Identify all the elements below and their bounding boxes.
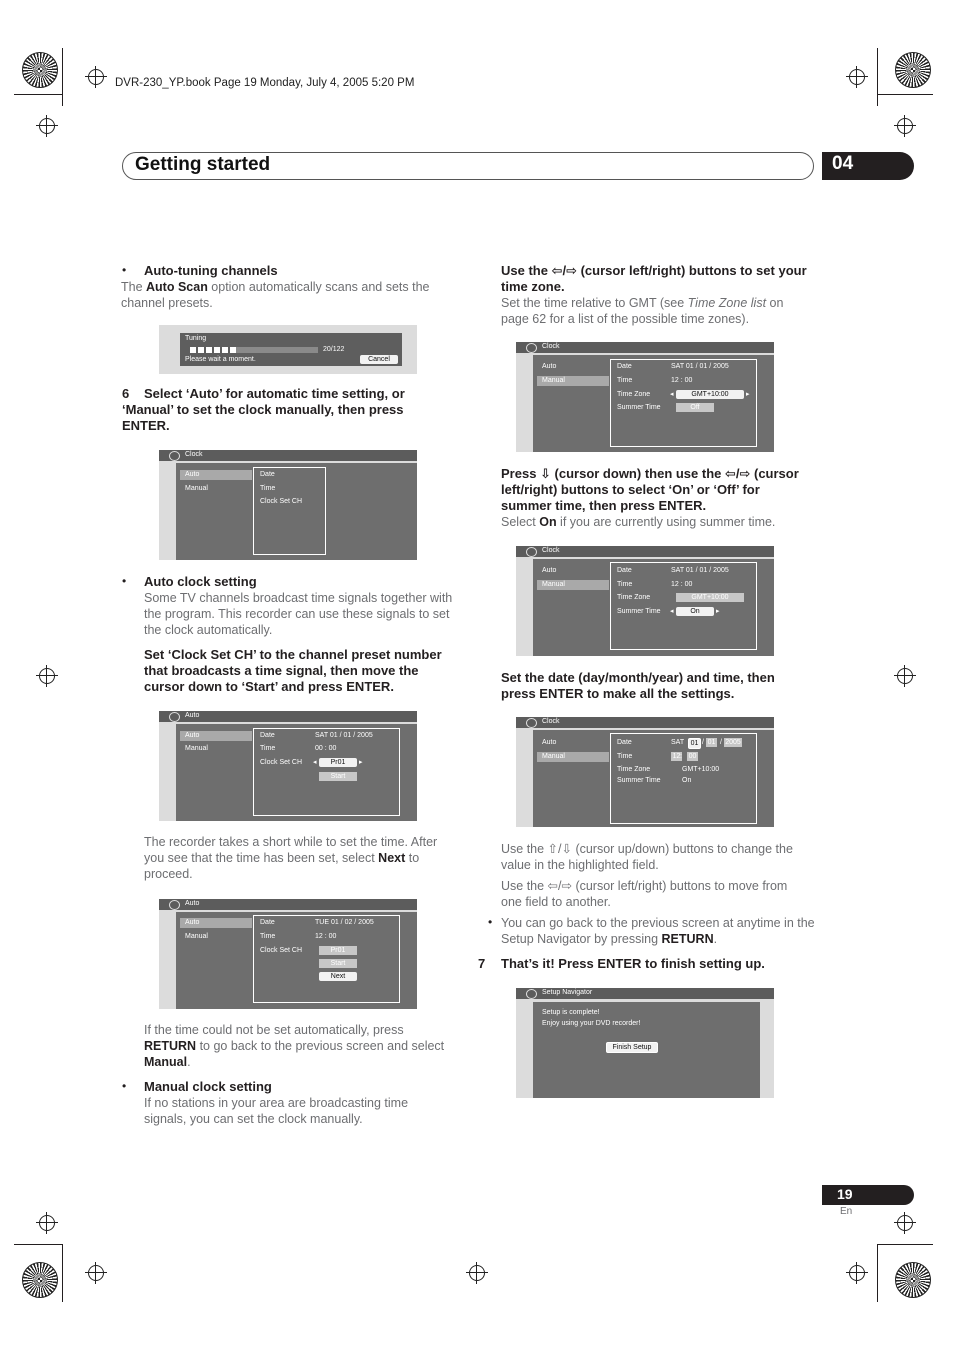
field-time: Time	[617, 581, 633, 588]
date-value: SAT 01 / 01 / 2005	[315, 732, 373, 739]
menu-manual[interactable]: Manual	[542, 581, 565, 588]
setup-navigator-screen	[516, 988, 774, 1098]
setup-icon	[169, 451, 180, 461]
day-value: SAT	[671, 739, 685, 746]
leftright-text: Use the ⇦/⇨ (cursor left/right) buttons to move from one field to another.	[501, 879, 788, 909]
date-separator: /	[720, 739, 722, 746]
chevron-left-icon: ◂	[670, 391, 674, 398]
field-clock-set-ch: Clock Set CH	[260, 947, 303, 954]
back-text: You can go back to the previous screen at anytime in the Setup Navigator by pressing RETURN.	[501, 916, 815, 946]
menu-auto[interactable]: Auto	[542, 363, 557, 370]
crop-mark	[14, 1244, 62, 1245]
field-date: Date	[260, 732, 275, 739]
screen-title: Auto	[185, 900, 200, 907]
field-time: Time	[260, 933, 276, 940]
menu-auto[interactable]: Auto	[185, 919, 200, 926]
tuning-progress-fill	[190, 347, 236, 353]
time-value: 12 : 00	[671, 581, 693, 588]
complete-message: Setup is complete!	[542, 1009, 600, 1016]
summer-heading: Press ⇩ (cursor down) then use the ⇦/⇨ (cursor left/right) buttons to select ‘On’ or ‘Off’ for summer time, then press ENTER.	[501, 466, 799, 513]
registration-burst-icon	[895, 52, 931, 88]
screen-title: Clock	[542, 547, 560, 554]
chevron-left-icon: ◂	[670, 608, 674, 615]
field-time-zone: Time Zone	[617, 391, 651, 398]
crosshair-icon	[469, 1265, 485, 1281]
field-summer-time: Summer Time	[617, 404, 661, 411]
finish-setup-button[interactable]: Finish Setup	[606, 1042, 658, 1053]
clock-screen-date	[516, 717, 774, 827]
chevron-right-icon: ▸	[716, 608, 720, 615]
chapter-tab	[822, 152, 914, 180]
field-time-zone: Time Zone	[617, 766, 651, 773]
recorder-text: The recorder takes a short while to set the time. After you see that the time has been set, select Next to proceed.	[144, 835, 438, 881]
manual-clock-text: If no stations in your area are broadcasting time signals, you can set the clock manually.	[144, 1096, 409, 1126]
chevron-right-icon: ▸	[746, 391, 750, 398]
field-time: Time	[260, 745, 276, 752]
field-date: Date	[617, 363, 632, 370]
field-clock-set-ch: Clock Set CH	[260, 759, 303, 766]
setup-icon	[169, 900, 180, 910]
time-value: 12 : 00	[315, 933, 337, 940]
menu-auto[interactable]: Auto	[185, 471, 200, 478]
field-time: Time	[617, 377, 633, 384]
crosshair-icon	[849, 69, 865, 85]
day-field[interactable]: 01	[688, 738, 701, 749]
menu-manual[interactable]: Manual	[185, 745, 208, 752]
channel-selector[interactable]: Pr01	[319, 758, 357, 767]
tuning-progress-bar	[190, 347, 318, 353]
time-zone-value: GMT+10:00	[682, 766, 720, 773]
crosshair-icon	[849, 1265, 865, 1281]
field-date: Date	[617, 567, 632, 574]
time-value: 12 : 00	[671, 377, 693, 384]
summer-text: Select On if you are currently using summer time.	[501, 515, 776, 529]
setup-icon	[169, 712, 180, 722]
time-separator: :	[680, 753, 682, 760]
timezone-heading: Use the ⇦/⇨ (cursor left/right) buttons to set your time zone.	[501, 263, 807, 294]
book-line: DVR-230_YP.book Page 19 Monday, July 4, 2005 5:20 PM	[115, 77, 415, 89]
bullet: •	[488, 915, 493, 929]
crosshair-icon	[39, 668, 55, 684]
crop-mark	[877, 94, 933, 95]
auto-tuning-heading: Auto-tuning channels	[144, 263, 278, 278]
clock-screen-timezone	[516, 342, 774, 452]
date-separator: /	[702, 739, 704, 746]
step7-number: 7	[478, 956, 486, 971]
auto-tuning-text: The Auto Scan option automatically scans and sets the channel presets.	[121, 280, 430, 310]
field-summer-time: Summer Time	[617, 608, 661, 615]
crop-mark	[877, 1244, 933, 1245]
step6-number: 6	[122, 386, 130, 401]
auto-clock-heading: Auto clock setting	[144, 574, 257, 589]
language-label: En	[840, 1206, 853, 1217]
step7-text: That’s it! Press ENTER to finish setting up.	[501, 956, 765, 971]
fail-text: If the time could not be set automatically, press RETURN to go back to the previous screen and select Manual.	[144, 1023, 445, 1069]
section-title-bar	[122, 152, 814, 180]
field-time: Time	[260, 485, 276, 492]
field-date: Date	[260, 919, 275, 926]
field-date: Date	[617, 739, 632, 746]
hour-field[interactable]: 12	[672, 753, 681, 760]
page-title: Getting started	[135, 154, 271, 175]
clock-screen	[159, 450, 417, 560]
summer-time-selector[interactable]: On	[676, 607, 714, 616]
menu-auto[interactable]: Auto	[185, 732, 200, 739]
bullet: •	[122, 574, 127, 588]
time-zone-selector[interactable]: GMT+10:00	[676, 390, 744, 399]
menu-manual[interactable]: Manual	[185, 933, 208, 940]
date-value: SAT 01 / 01 / 2005	[671, 567, 729, 574]
timezone-text: Set the time relative to GMT (see Time Zone list on page 62 for a list of the possible time zones).	[501, 296, 784, 326]
tuning-counter: 20/122	[323, 346, 345, 353]
field-clock-set-ch: Clock Set CH	[260, 498, 303, 505]
step6-text: Select ‘Auto’ for automatic time setting, or ‘Manual’ to set the clock manually, then press ENTER.	[122, 386, 405, 433]
auto-screen-2	[159, 899, 417, 1009]
auto-screen-1	[159, 711, 417, 821]
month-field[interactable]: 01	[707, 739, 716, 746]
date-value: TUE 01 / 02 / 2005	[315, 919, 374, 926]
manual-clock-heading: Manual clock setting	[144, 1079, 272, 1094]
field-date: Date	[260, 471, 275, 478]
crop-mark	[62, 48, 63, 106]
setup-icon	[526, 547, 537, 557]
bullet: •	[122, 263, 127, 277]
screen-title: Setup Navigator	[542, 989, 593, 996]
tuning-label: Tuning	[185, 335, 207, 342]
crosshair-icon	[897, 1215, 913, 1231]
crosshair-icon	[88, 1265, 104, 1281]
menu-manual[interactable]: Manual	[185, 485, 208, 492]
crop-mark	[62, 1244, 63, 1302]
chevron-right-icon: ▸	[359, 759, 363, 766]
screen-title: Clock	[542, 343, 560, 350]
tuning-status: Please wait a moment.	[185, 356, 256, 363]
crosshair-icon	[39, 1215, 55, 1231]
registration-burst-icon	[22, 52, 58, 88]
auto-clock-text: Some TV channels broadcast time signals together with the program. This recorder can use these signals to set the clock automatically.	[144, 591, 453, 637]
screen-title: Clock	[542, 718, 560, 725]
chevron-left-icon: ◂	[313, 759, 317, 766]
page-number: 19	[837, 1186, 853, 1202]
time-value: 00 : 00	[315, 745, 337, 752]
screen-title: Auto	[185, 712, 200, 719]
next-button[interactable]: Next	[319, 972, 357, 981]
date-heading: Set the date (day/month/year) and time, then press ENTER to make all the settings.	[501, 670, 775, 701]
registration-burst-icon	[895, 1262, 931, 1298]
updown-text: Use the ⇧/⇩ (cursor up/down) buttons to change the value in the highlighted field.	[501, 842, 793, 872]
summer-time-value: Off	[676, 403, 714, 412]
enjoy-message: Enjoy using your DVD recorder!	[542, 1020, 641, 1027]
crosshair-icon	[897, 118, 913, 134]
chapter-number: 04	[832, 153, 854, 174]
time-zone-value: GMT+10:00	[676, 593, 744, 602]
channel-value: Pr01	[319, 946, 357, 955]
menu-auto[interactable]: Auto	[542, 739, 557, 746]
field-time-zone: Time Zone	[617, 594, 651, 601]
setup-icon	[526, 989, 537, 999]
summer-time-value: On	[682, 777, 692, 784]
menu-manual[interactable]: Manual	[542, 377, 565, 384]
crop-mark	[877, 48, 878, 106]
menu-auto[interactable]: Auto	[542, 567, 557, 574]
page-number-tab	[822, 1185, 914, 1205]
tuning-screen	[159, 325, 417, 374]
set-ch-instruction: Set ‘Clock Set CH’ to the channel preset number that broadcasts a time signal, then move the cursor down to ‘Start’ and press ENTER.	[144, 647, 442, 694]
year-field[interactable]: 2005	[725, 739, 741, 746]
start-button[interactable]: Start	[319, 772, 357, 781]
field-summer-time: Summer Time	[617, 777, 661, 784]
field-time: Time	[617, 753, 633, 760]
crosshair-icon	[39, 118, 55, 134]
menu-manual[interactable]: Manual	[542, 753, 565, 760]
crop-mark	[14, 94, 62, 95]
start-button[interactable]: Start	[319, 959, 357, 968]
bullet: •	[122, 1079, 127, 1093]
cancel-button[interactable]: Cancel	[360, 355, 398, 364]
crosshair-icon	[897, 668, 913, 684]
clock-screen-summer	[516, 546, 774, 656]
crosshair-icon	[88, 69, 104, 85]
registration-burst-icon	[22, 1262, 58, 1298]
screen-title: Clock	[185, 451, 203, 458]
setup-icon	[526, 718, 537, 728]
crop-mark	[877, 1244, 878, 1302]
minute-field[interactable]: 00	[688, 753, 697, 760]
setup-icon	[526, 343, 537, 353]
date-value: SAT 01 / 01 / 2005	[671, 363, 729, 370]
